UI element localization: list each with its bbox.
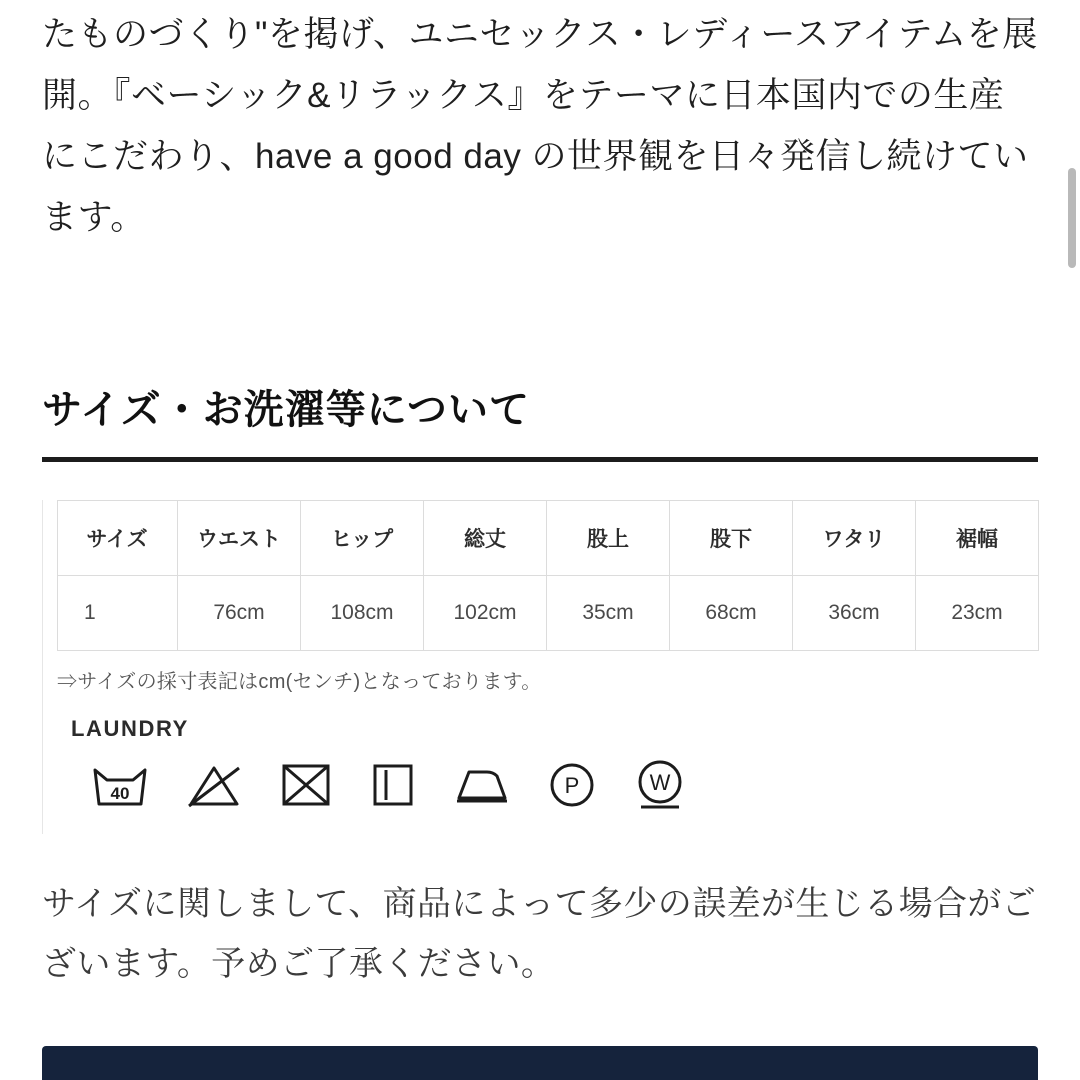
svg-text:P: P bbox=[564, 773, 580, 798]
table-header-cell: サイズ bbox=[58, 501, 178, 576]
table-header-cell: 股下 bbox=[670, 501, 793, 576]
table-header-cell: 裾幅 bbox=[916, 501, 1039, 576]
table-header-cell: 総丈 bbox=[424, 501, 547, 576]
table-cell: 108cm bbox=[301, 576, 424, 651]
table-header-cell: ワタリ bbox=[793, 501, 916, 576]
brand-intro-paragraph: たものづくり"を掲げ、ユニセックス・レディースアイテムを展開。『ベーシック&リラックス』をテーマに日本国内での生産にこだわり、have a good day の世界観を日々発信し続けています。 bbox=[42, 15, 1038, 237]
svg-text:W: W bbox=[649, 770, 671, 795]
table-cell: 68cm bbox=[670, 576, 793, 651]
table-header-row bbox=[58, 501, 1039, 576]
size-table bbox=[57, 500, 1039, 651]
wash-40-icon bbox=[91, 762, 149, 808]
table-header-cell: ヒップ bbox=[301, 501, 424, 576]
table-header-cell: ウエスト bbox=[178, 501, 301, 576]
table-cell: 23cm bbox=[916, 576, 1039, 651]
dry-clean-p-icon bbox=[547, 760, 597, 810]
bottom-action-bar[interactable] bbox=[42, 1046, 1038, 1080]
iron-low-icon bbox=[453, 762, 511, 808]
no-bleach-icon bbox=[185, 762, 243, 808]
wet-clean-w-icon bbox=[633, 758, 687, 812]
table-cell: 102cm bbox=[424, 576, 547, 651]
laundry-icon-row bbox=[91, 758, 1038, 812]
table-cell: 35cm bbox=[547, 576, 670, 651]
table-cell: 76cm bbox=[178, 576, 301, 651]
page-title: サイズ・お洗濯等について bbox=[42, 388, 530, 432]
svg-text:40: 40 bbox=[110, 784, 130, 803]
drip-dry-hanging-icon bbox=[369, 762, 417, 808]
size-measurement-note: ⇒サイズの採寸表記はcm(センチ)となっております。 bbox=[57, 671, 542, 693]
size-disclaimer-paragraph: サイズに関しまして、商品によって多少の誤差が生じる場合がございます。予めご了承ください。 bbox=[42, 885, 1037, 983]
size-spec-block bbox=[42, 500, 1038, 834]
table-cell: 36cm bbox=[793, 576, 916, 651]
table-row bbox=[58, 576, 1039, 651]
laundry-title: LAUNDRY bbox=[71, 716, 189, 741]
no-tumble-dry-icon bbox=[279, 762, 333, 808]
heading-divider bbox=[42, 457, 1038, 462]
table-cell: 1 bbox=[58, 576, 178, 651]
scrollbar-thumb[interactable] bbox=[1068, 168, 1076, 268]
scrollbar[interactable] bbox=[1068, 0, 1076, 1080]
table-header-cell: 股上 bbox=[547, 501, 670, 576]
